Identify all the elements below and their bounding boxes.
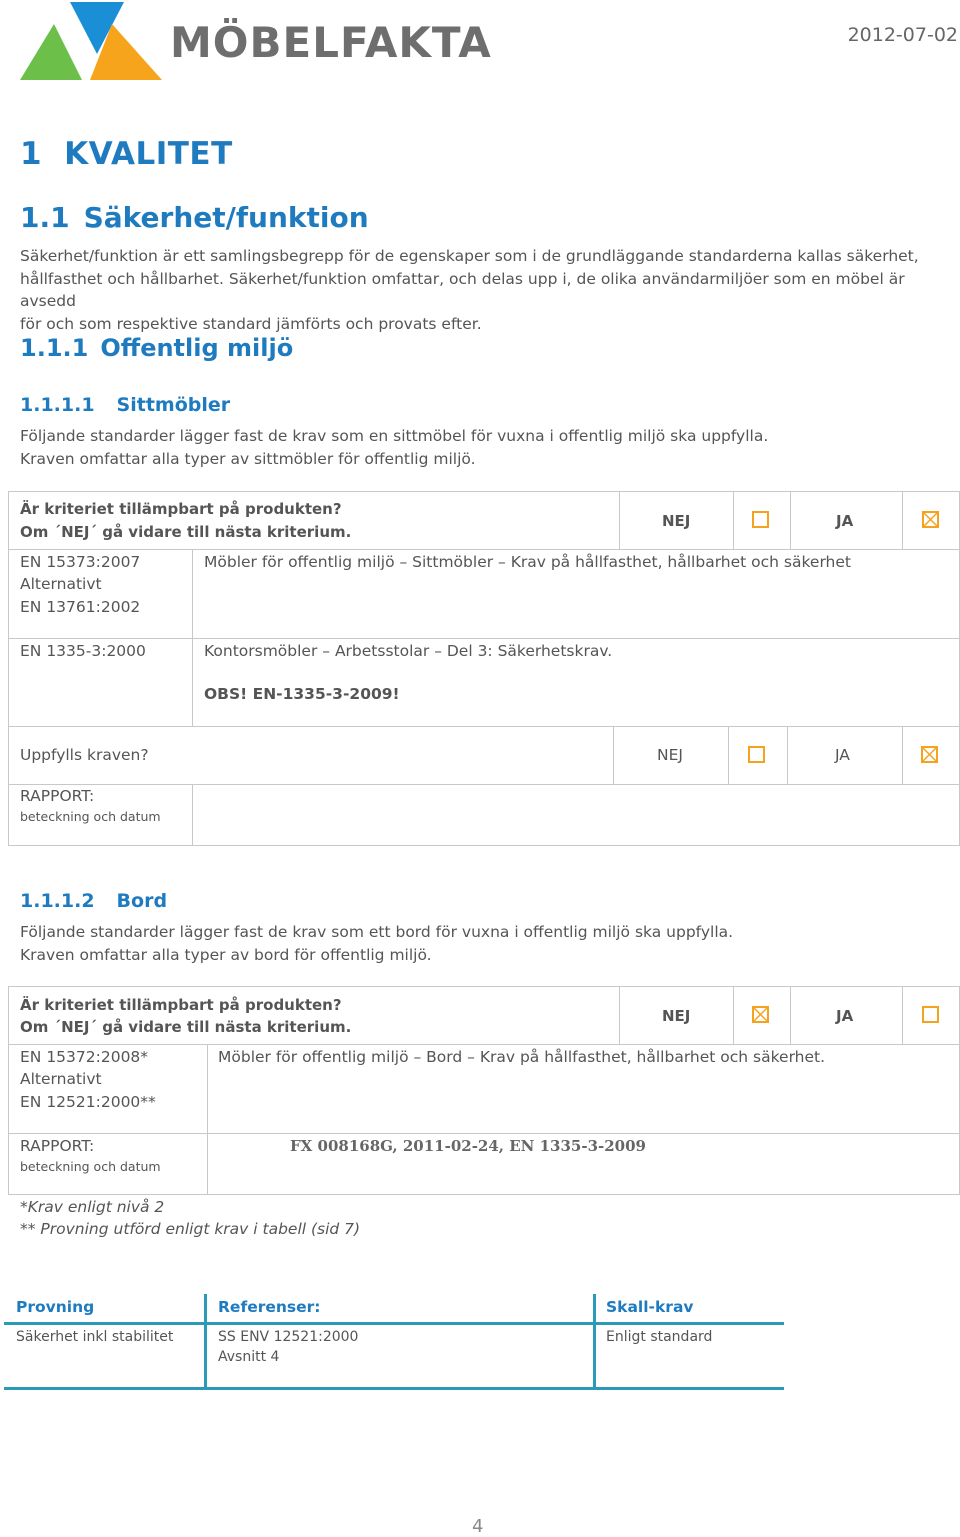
heading-3-text: Offentlig miljö: [100, 334, 294, 362]
rapport-label: RAPPORT:: [20, 1137, 95, 1155]
heading-3-number: 1.1.1: [20, 334, 89, 362]
intro-line: hållfasthet och hållbarhet. Säkerhet/funktion omfattar, och delas upp i, de olika användarmiljöer som en möbel är avsedd: [20, 269, 905, 310]
criterion-question: Är kriteriet tillämpbart på produkten?: [20, 996, 342, 1014]
document-date: 2012-07-02: [847, 24, 958, 46]
rapport-sublabel: beteckning och datum: [20, 809, 161, 824]
nej-checkbox-checked[interactable]: [752, 1006, 769, 1023]
nej-label: NEJ: [662, 512, 691, 530]
heading-sittmobler: [20, 394, 230, 416]
heading-1-text: KVALITET: [64, 136, 233, 172]
ref-header-rule: [4, 1322, 784, 1325]
standard-alternative: Alternativt: [20, 1070, 102, 1088]
table-cell: [192, 784, 960, 846]
ref-referens-value: Avsnitt 4: [218, 1349, 280, 1365]
rapport-sublabel: beteckning och datum: [20, 1159, 161, 1174]
sitt-desc-line: Kraven omfattar alla typer av sittmöbler för offentlig miljö.: [20, 449, 476, 468]
ref-header-provning: Provning: [16, 1298, 95, 1316]
footnote: *Krav enligt nivå 2: [20, 1198, 165, 1216]
heading-4-text: Bord: [116, 890, 168, 912]
ref-skall-krav-value: Enligt standard: [606, 1329, 713, 1345]
standard-code: EN 13761:2002: [20, 598, 141, 616]
ja-label: JA: [835, 746, 850, 764]
standard-code: EN 15372:2008*: [20, 1048, 149, 1066]
standard-alternative: Alternativt: [20, 575, 102, 593]
intro-line: för och som respektive standard jämförts och provats efter.: [20, 314, 482, 333]
ja-checkbox-checked[interactable]: [921, 746, 938, 763]
ref-referens-value: SS ENV 12521:2000: [218, 1329, 359, 1345]
heading-2-number: 1.1: [20, 201, 70, 234]
sitt-description: [20, 425, 940, 470]
intro-paragraph: [20, 245, 940, 335]
logo-text: MÖBELFAKTA: [170, 18, 492, 67]
ja-checkbox-checked[interactable]: [922, 511, 939, 528]
ja-checkbox[interactable]: [922, 1006, 939, 1023]
checkbox-cross-icon: [922, 511, 939, 528]
criterion-question: Är kriteriet tillämpbart på produkten?: [20, 500, 342, 518]
ref-header-referenser: Referenser:: [218, 1298, 321, 1316]
heading-2-text: Säkerhet/funktion: [83, 201, 369, 234]
standard-description: Kontorsmöbler – Arbetsstolar – Del 3: Säkerhetskrav.: [204, 642, 613, 660]
intro-line: Säkerhet/funktion är ett samlingsbegrepp för de egenskaper som i de grundläggande standarderna kallas säkerhet,: [20, 247, 919, 265]
ref-column-divider: [593, 1294, 596, 1390]
bord-description: [20, 921, 940, 966]
ja-label: JA: [836, 1007, 854, 1025]
rapport-label: RAPPORT:: [20, 787, 95, 805]
checkbox-cross-icon: [752, 1006, 769, 1023]
standard-note: OBS! EN-1335-3-2009!: [204, 685, 400, 703]
standard-description: Möbler för offentlig miljö – Sittmöbler – Krav på hållfasthet, hållbarhet och säkerhet: [204, 553, 851, 571]
heading-1-number: 1: [20, 136, 43, 172]
heading-3: [20, 334, 293, 362]
heading-4-text: Sittmöbler: [116, 394, 231, 416]
heading-2: [20, 201, 369, 234]
nej-label: NEJ: [657, 746, 683, 764]
heading-1: [20, 136, 233, 172]
ja-label: JA: [836, 512, 854, 530]
logo-mark-icon: [20, 2, 165, 82]
logo: [20, 2, 490, 82]
ref-column-divider: [204, 1294, 207, 1390]
nej-label: NEJ: [662, 1007, 691, 1025]
page-number: 4: [472, 1516, 484, 1537]
heading-4-number: 1.1.1.2: [20, 890, 95, 912]
ref-provning-value: Säkerhet inkl stabilitet: [16, 1329, 174, 1345]
checkbox-cross-icon: [921, 746, 938, 763]
bord-desc-line: Kraven omfattar alla typer av bord för offentlig miljö.: [20, 945, 432, 964]
ref-bottom-rule: [4, 1387, 784, 1390]
rapport-value: FX 008168G, 2011-02-24, EN 1335-3-2009: [290, 1137, 646, 1155]
standard-code: EN 15373:2007: [20, 553, 141, 571]
footnote: ** Provning utförd enligt krav i tabell (sid 7): [20, 1220, 361, 1238]
standard-description: Möbler för offentlig miljö – Bord – Krav på hållfasthet, hållbarhet och säkerhet.: [218, 1048, 826, 1066]
bord-desc-line: Följande standarder lägger fast de krav som ett bord för vuxna i offentlig miljö ska uppfylla.: [20, 923, 734, 941]
standard-code: EN 12521:2000**: [20, 1093, 156, 1111]
ref-header-skall-krav: Skall-krav: [606, 1298, 694, 1316]
standard-code: EN 1335-3:2000: [20, 642, 146, 660]
fulfilment-question: Uppfylls kraven?: [20, 746, 149, 764]
sitt-desc-line: Följande standarder lägger fast de krav som en sittmöbel för vuxna i offentlig miljö ska uppfylla.: [20, 427, 769, 445]
nej-checkbox[interactable]: [752, 511, 769, 528]
heading-bord: [20, 890, 167, 912]
heading-4-number: 1.1.1.1: [20, 394, 95, 416]
nej-checkbox[interactable]: [748, 746, 765, 763]
criterion-instruction: Om ´NEJ´ gå vidare till nästa kriterium.: [20, 523, 352, 541]
criterion-instruction: Om ´NEJ´ gå vidare till nästa kriterium.: [20, 1018, 352, 1036]
